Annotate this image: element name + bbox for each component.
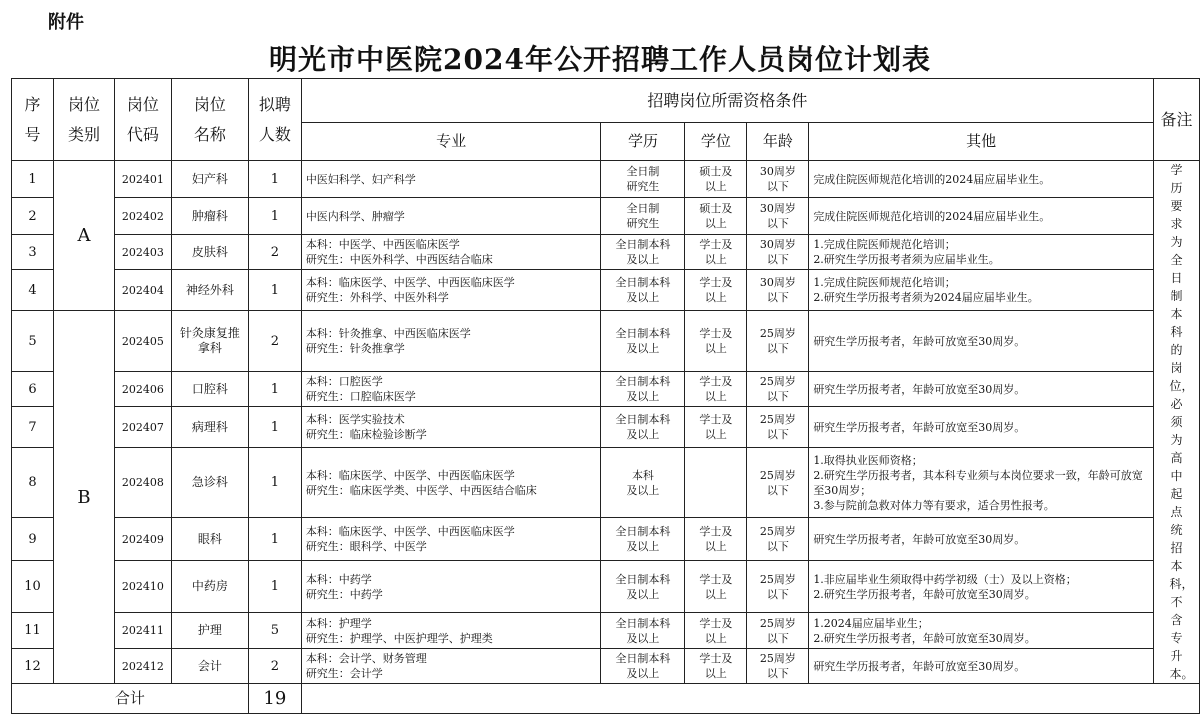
recruitment-table xyxy=(11,78,1200,714)
cell-education: 全日制本科 及以上 xyxy=(601,407,685,448)
total-empty xyxy=(301,684,1199,714)
cell-age: 25周岁 以下 xyxy=(747,311,809,372)
cell-education: 本科 及以上 xyxy=(601,448,685,518)
cell-other: 研究生学历报考者，年龄可放宽至30周岁。 xyxy=(809,518,1154,561)
cell-name: 眼科 xyxy=(171,518,248,561)
cell-name: 护理 xyxy=(171,613,248,649)
cell-major: 本科：临床医学、中医学、中西医临床医学 研究生：临床医学类、中医学、中西医结合临床 xyxy=(301,448,601,518)
cell-age: 25周岁 以下 xyxy=(747,448,809,518)
cell-seq: 7 xyxy=(12,407,54,448)
cell-seq: 1 xyxy=(12,161,54,198)
cell-name: 针灸康复推 拿科 xyxy=(171,311,248,372)
cell-code: 202403 xyxy=(114,235,171,270)
cell-degree: 学士及 以上 xyxy=(685,372,747,407)
cell-age: 25周岁 以下 xyxy=(747,649,809,684)
cell-count: 1 xyxy=(248,270,301,311)
cell-major: 本科：护理学 研究生：护理学、中医护理学、护理类 xyxy=(301,613,601,649)
header-seq: 序 号 xyxy=(12,79,54,161)
header-code: 岗位 代码 xyxy=(114,79,171,161)
cell-education: 全日制本科 及以上 xyxy=(601,518,685,561)
cell-degree: 学士及 以上 xyxy=(685,235,747,270)
cell-code: 202404 xyxy=(114,270,171,311)
cell-seq: 10 xyxy=(12,561,54,613)
total-label: 合计 xyxy=(12,684,249,714)
cell-degree: 学士及 以上 xyxy=(685,649,747,684)
cell-education: 全日制本科 及以上 xyxy=(601,311,685,372)
cell-major: 本科：针灸推拿、中西医临床医学 研究生：针灸推拿学 xyxy=(301,311,601,372)
table-row xyxy=(12,270,1200,311)
cell-other: 完成住院医师规范化培训的2024届应届毕业生。 xyxy=(809,198,1154,235)
cell-other: 1.非应届毕业生须取得中药学初级（士）及以上资格； 2.研究生学历报考者，年龄可放宽至30周岁。 xyxy=(809,561,1154,613)
header-remark: 备注 xyxy=(1153,79,1199,161)
cell-other: 1.完成住院医师规范化培训； 2.研究生学历报考者须为应届毕业生。 xyxy=(809,235,1154,270)
cell-count: 2 xyxy=(248,649,301,684)
page-title: 明光市中医院2024年公开招聘工作人员岗位计划表 xyxy=(269,43,931,76)
cell-seq: 2 xyxy=(12,198,54,235)
cell-age: 30周岁 以下 xyxy=(747,161,809,198)
cell-seq: 6 xyxy=(12,372,54,407)
cell-other: 研究生学历报考者，年龄可放宽至30周岁。 xyxy=(809,649,1154,684)
cell-code: 202412 xyxy=(114,649,171,684)
cell-age: 30周岁 以下 xyxy=(747,270,809,311)
cell-other: 1.2024届应届毕业生； 2.研究生学历报考者，年龄可放宽至30周岁。 xyxy=(809,613,1154,649)
cell-degree xyxy=(685,448,747,518)
cell-seq: 11 xyxy=(12,613,54,649)
header-major: 专业 xyxy=(301,123,601,161)
remark-text: 学历要求为全日制本科的岗位，必须为高中起点统招本科，不含专升本。 xyxy=(1169,163,1194,681)
cell-code: 202405 xyxy=(114,311,171,372)
cell-name: 病理科 xyxy=(171,407,248,448)
table-row xyxy=(12,311,1200,372)
cell-name: 神经外科 xyxy=(171,270,248,311)
cell-name: 皮肤科 xyxy=(171,235,248,270)
cell-name: 妇产科 xyxy=(171,161,248,198)
cell-other: 1.完成住院医师规范化培训； 2.研究生学历报考者须为2024届应届毕业生。 xyxy=(809,270,1154,311)
cell-degree: 硕士及 以上 xyxy=(685,161,747,198)
cell-code: 202401 xyxy=(114,161,171,198)
table-row xyxy=(12,613,1200,649)
cell-other: 1.取得执业医师资格； 2.研究生学历报考者，其本科专业须与本岗位要求一致，年龄可放宽至30周岁； 3.参与院前急救对体力等有要求，适合男性报考。 xyxy=(809,448,1154,518)
cell-age: 30周岁 以下 xyxy=(747,235,809,270)
table-row xyxy=(12,198,1200,235)
cell-code: 202407 xyxy=(114,407,171,448)
remark-cell xyxy=(1153,161,1199,684)
header-name: 岗位 名称 xyxy=(171,79,248,161)
cell-name: 中药房 xyxy=(171,561,248,613)
category-b-cell: B xyxy=(53,311,114,684)
cell-degree: 学士及 以上 xyxy=(685,407,747,448)
cell-count: 1 xyxy=(248,561,301,613)
cell-age: 25周岁 以下 xyxy=(747,372,809,407)
cell-education: 全日制 研究生 xyxy=(601,161,685,198)
cell-count: 1 xyxy=(248,161,301,198)
cell-education: 全日制 研究生 xyxy=(601,198,685,235)
cell-count: 2 xyxy=(248,235,301,270)
cell-seq: 5 xyxy=(12,311,54,372)
table-row xyxy=(12,235,1200,270)
cell-count: 1 xyxy=(248,518,301,561)
cell-code: 202411 xyxy=(114,613,171,649)
cell-major: 本科：医学实验技术 研究生：临床检验诊断学 xyxy=(301,407,601,448)
attachment-label: 附件 xyxy=(48,12,84,33)
cell-major: 中医内科学、肿瘤学 xyxy=(301,198,601,235)
cell-name: 肿瘤科 xyxy=(171,198,248,235)
cell-name: 口腔科 xyxy=(171,372,248,407)
header-education: 学历 xyxy=(601,123,685,161)
cell-education: 全日制本科 及以上 xyxy=(601,235,685,270)
total-value: 19 xyxy=(248,684,301,714)
cell-count: 1 xyxy=(248,407,301,448)
cell-age: 25周岁 以下 xyxy=(747,613,809,649)
cell-seq: 12 xyxy=(12,649,54,684)
cell-degree: 学士及 以上 xyxy=(685,518,747,561)
table-row xyxy=(12,561,1200,613)
table-row xyxy=(12,649,1200,684)
cell-education: 全日制本科 及以上 xyxy=(601,561,685,613)
cell-major: 本科：中药学 研究生：中药学 xyxy=(301,561,601,613)
cell-count: 5 xyxy=(248,613,301,649)
header-degree: 学位 xyxy=(685,123,747,161)
cell-major: 本科：会计学、财务管理 研究生：会计学 xyxy=(301,649,601,684)
cell-degree: 学士及 以上 xyxy=(685,613,747,649)
cell-age: 25周岁 以下 xyxy=(747,561,809,613)
header-row-1 xyxy=(12,79,1200,123)
cell-education: 全日制本科 及以上 xyxy=(601,270,685,311)
cell-major: 本科：临床医学、中医学、中西医临床医学 研究生：外科学、中医外科学 xyxy=(301,270,601,311)
cell-code: 202409 xyxy=(114,518,171,561)
cell-other: 研究生学历报考者，年龄可放宽至30周岁。 xyxy=(809,311,1154,372)
table-row xyxy=(12,372,1200,407)
cell-count: 1 xyxy=(248,198,301,235)
cell-degree: 学士及 以上 xyxy=(685,561,747,613)
cell-age: 25周岁 以下 xyxy=(747,518,809,561)
cell-degree: 学士及 以上 xyxy=(685,270,747,311)
header-category: 岗位 类别 xyxy=(53,79,114,161)
cell-code: 202410 xyxy=(114,561,171,613)
cell-code: 202406 xyxy=(114,372,171,407)
cell-education: 全日制本科 及以上 xyxy=(601,372,685,407)
cell-other: 研究生学历报考者，年龄可放宽至30周岁。 xyxy=(809,407,1154,448)
cell-degree: 学士及 以上 xyxy=(685,311,747,372)
cell-major: 本科：中医学、中西医临床医学 研究生：中医外科学、中西医结合临床 xyxy=(301,235,601,270)
cell-seq: 3 xyxy=(12,235,54,270)
cell-count: 2 xyxy=(248,311,301,372)
header-age: 年龄 xyxy=(747,123,809,161)
cell-count: 1 xyxy=(248,372,301,407)
cell-name: 急诊科 xyxy=(171,448,248,518)
cell-other: 完成住院医师规范化培训的2024届应届毕业生。 xyxy=(809,161,1154,198)
cell-major: 本科：口腔医学 研究生：口腔临床医学 xyxy=(301,372,601,407)
cell-major: 中医妇科学、妇产科学 xyxy=(301,161,601,198)
table-row xyxy=(12,518,1200,561)
header-count: 拟聘 人数 xyxy=(248,79,301,161)
cell-code: 202408 xyxy=(114,448,171,518)
cell-education: 全日制本科 及以上 xyxy=(601,613,685,649)
cell-other: 研究生学历报考者，年龄可放宽至30周岁。 xyxy=(809,372,1154,407)
cell-count: 1 xyxy=(248,448,301,518)
category-a-cell: A xyxy=(53,161,114,311)
cell-code: 202402 xyxy=(114,198,171,235)
table-row xyxy=(12,161,1200,198)
cell-name: 会计 xyxy=(171,649,248,684)
cell-degree: 硕士及 以上 xyxy=(685,198,747,235)
cell-seq: 4 xyxy=(12,270,54,311)
table-row xyxy=(12,448,1200,518)
header-conditions: 招聘岗位所需资格条件 xyxy=(301,79,1153,123)
cell-seq: 9 xyxy=(12,518,54,561)
table-row xyxy=(12,407,1200,448)
cell-seq: 8 xyxy=(12,448,54,518)
total-row xyxy=(12,684,1200,714)
header-other: 其他 xyxy=(809,123,1154,161)
cell-education: 全日制本科 及以上 xyxy=(601,649,685,684)
cell-age: 25周岁 以下 xyxy=(747,407,809,448)
cell-major: 本科：临床医学、中医学、中西医临床医学 研究生：眼科学、中医学 xyxy=(301,518,601,561)
cell-age: 30周岁 以下 xyxy=(747,198,809,235)
